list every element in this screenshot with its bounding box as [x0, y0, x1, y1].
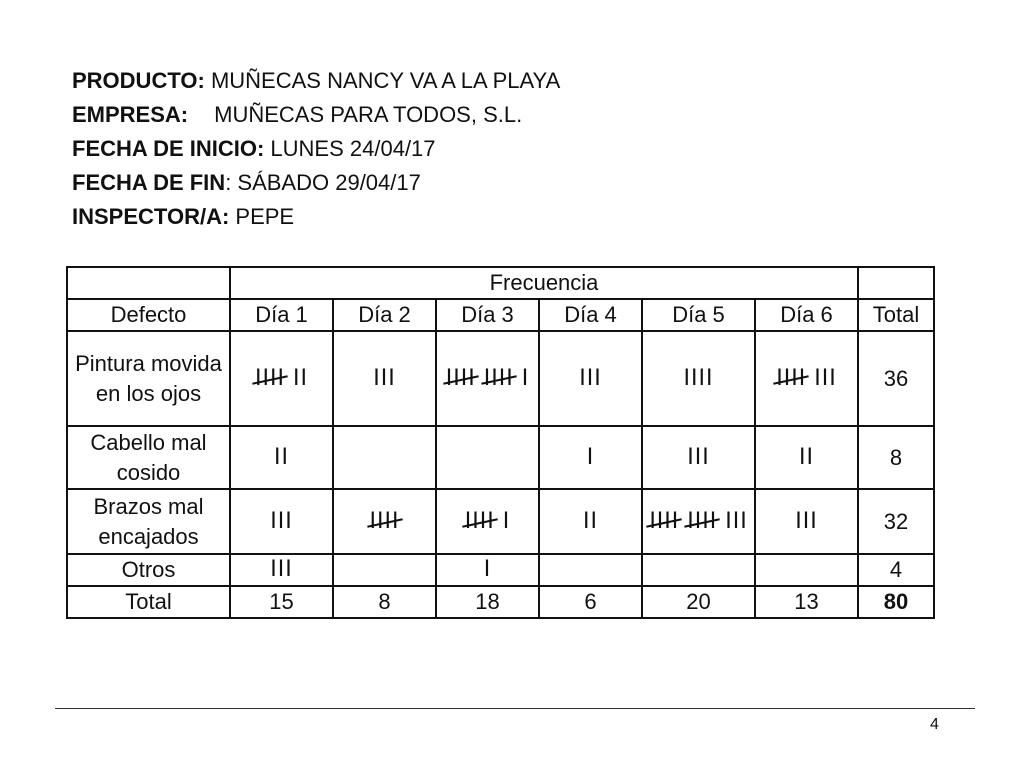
tally-cell — [333, 489, 436, 554]
day-header: Día 1 — [230, 299, 333, 331]
tally-marks: II — [292, 365, 308, 391]
tally-cell — [436, 554, 539, 586]
inspector-value: PEPE — [235, 204, 295, 229]
day-header: Día 2 — [333, 299, 436, 331]
tally-cell — [539, 331, 642, 426]
tally-cell — [333, 554, 436, 586]
day-total-cell: 13 — [755, 586, 858, 618]
table-row — [67, 554, 934, 586]
row-total-cell: 32 — [858, 489, 934, 554]
empty-total-header-cell — [858, 267, 934, 299]
day-total-cell: 6 — [539, 586, 642, 618]
tally-marks: II — [799, 444, 814, 470]
day-header: Día 3 — [436, 299, 539, 331]
end-date-line — [72, 166, 560, 200]
tally-group-five: IIII — [649, 507, 679, 537]
defect-name-cell: Pintura movida en los ojos — [67, 331, 230, 426]
defect-name-cell: Otros — [67, 554, 230, 586]
defect-name-cell: Cabello mal cosido — [67, 426, 230, 489]
tally-cell — [333, 331, 436, 426]
day-header: Día 6 — [755, 299, 858, 331]
end-date-label: FECHA DE FIN — [72, 170, 226, 195]
tally-marks: I — [521, 365, 530, 391]
start-date-line — [72, 132, 560, 166]
tally-marks: III — [725, 508, 748, 534]
tally-cell — [755, 554, 858, 586]
row-total-cell: 8 — [858, 426, 934, 489]
page-number: 4 — [930, 716, 939, 733]
company-line — [72, 98, 560, 132]
frequency-table — [66, 266, 935, 619]
defect-name-cell: Brazos mal encajados — [67, 489, 230, 554]
day-total-cell: 8 — [333, 586, 436, 618]
tally-marks: III — [814, 365, 837, 391]
tally-cell — [230, 489, 333, 554]
tally-marks: III — [270, 557, 293, 582]
tally-group-five: IIII — [687, 507, 717, 537]
tally-marks: III — [579, 365, 602, 391]
table-row — [67, 331, 934, 426]
day-header: Día 5 — [642, 299, 755, 331]
totals-row — [67, 586, 934, 618]
tally-cell — [755, 489, 858, 554]
tally-cell — [539, 426, 642, 489]
tally-cell — [436, 426, 539, 489]
tally-cell — [539, 554, 642, 586]
inspector-line — [72, 200, 560, 234]
tally-group-five: IIII — [446, 364, 476, 394]
day-total-cell: 18 — [436, 586, 539, 618]
tally-cell — [230, 554, 333, 586]
tally-cell — [539, 489, 642, 554]
tally-cell — [436, 331, 539, 426]
empty-corner-cell — [67, 267, 230, 299]
start-date-label: FECHA DE INICIO: — [72, 136, 265, 161]
tally-marks: II — [274, 444, 289, 470]
footer-divider — [55, 708, 975, 709]
tally-marks: III — [687, 444, 710, 470]
tally-marks: II — [583, 508, 598, 534]
tally-group-five: IIII — [776, 364, 806, 394]
tally-cell — [755, 331, 858, 426]
totals-label-cell: Total — [67, 586, 230, 618]
grand-total-cell: 80 — [858, 586, 934, 618]
product-label: PRODUCTO: — [72, 68, 205, 93]
table-row — [67, 426, 934, 489]
tally-group-five: IIII — [370, 507, 400, 537]
document-header — [72, 64, 560, 234]
row-total-cell: 36 — [858, 331, 934, 426]
tally-group-five: IIII — [484, 364, 514, 394]
tally-cell — [436, 489, 539, 554]
tally-cell — [333, 426, 436, 489]
day-total-cell: 20 — [642, 586, 755, 618]
tally-cell — [230, 426, 333, 489]
table-row — [67, 489, 934, 554]
tally-marks: IIII — [683, 365, 714, 391]
start-date-value: LUNES 24/04/17 — [270, 136, 436, 161]
product-line — [72, 64, 560, 98]
tally-cell — [755, 426, 858, 489]
tally-cell — [642, 426, 755, 489]
tally-group-five: IIII — [255, 364, 285, 394]
tally-group-five: IIII — [465, 507, 495, 537]
tally-marks: III — [270, 508, 293, 534]
company-label: EMPRESA: — [72, 102, 189, 127]
product-value: MUÑECAS NANCY VA A LA PLAYA — [210, 68, 561, 93]
frequency-group-header: Frecuencia — [230, 267, 858, 299]
defect-column-header: Defecto — [67, 299, 230, 331]
row-total-cell: 4 — [858, 554, 934, 586]
day-header: Día 4 — [539, 299, 642, 331]
company-value: MUÑECAS PARA TODOS, S.L. — [214, 102, 523, 127]
tally-marks: III — [795, 508, 818, 534]
tally-cell — [642, 331, 755, 426]
tally-marks: I — [586, 444, 595, 470]
day-total-cell: 15 — [230, 586, 333, 618]
tally-cell — [642, 489, 755, 554]
total-column-header: Total — [858, 299, 934, 331]
tally-marks: I — [483, 557, 492, 582]
tally-marks: III — [373, 365, 396, 391]
tally-marks: I — [502, 508, 511, 534]
end-date-value: : SÁBADO 29/04/17 — [225, 170, 421, 195]
tally-cell — [642, 554, 755, 586]
tally-cell — [230, 331, 333, 426]
inspector-label: INSPECTOR/A: — [72, 204, 230, 229]
